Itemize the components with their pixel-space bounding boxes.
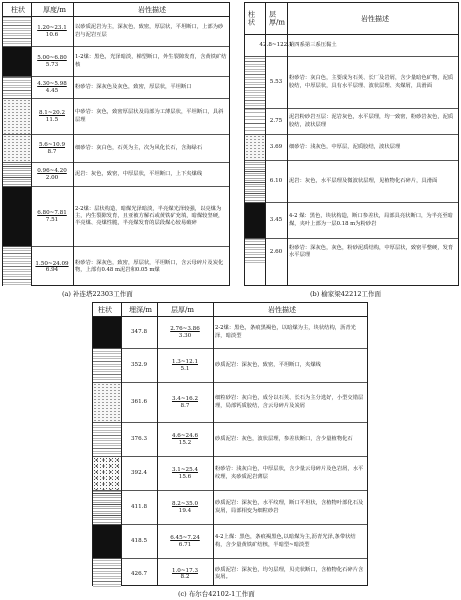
lithology-column-pattern xyxy=(3,77,31,98)
lithology-column-pattern xyxy=(3,187,31,246)
panel-a-row xyxy=(3,247,229,287)
panel-c-header-depth: 埋深/m xyxy=(129,305,152,314)
panel-a-row xyxy=(3,135,229,163)
lithology-description: 中砂岩：灰色，致密厚层状及局部为工薄层状，平坦断口，具斜层理 xyxy=(75,109,224,123)
lithology-description: 细砂岩：灰白色，石英为主，次为风化长石，含海绿石 xyxy=(75,144,203,151)
lithology-column-pattern xyxy=(93,457,121,490)
panel-a-body xyxy=(3,17,229,285)
panel-c-row xyxy=(93,317,367,349)
thickness-value xyxy=(31,77,73,98)
thickness-average: 3.30 xyxy=(178,332,192,339)
panel-a-header-lith: 柱状 xyxy=(11,5,25,14)
depth-value: 411.8 xyxy=(130,504,147,511)
depth-value: 418.5 xyxy=(130,538,147,545)
thickness-average: 7.51 xyxy=(45,216,59,223)
thickness-range: 2.76~3.86 xyxy=(170,326,200,333)
thickness-value xyxy=(265,135,287,160)
panel-b-row xyxy=(245,239,458,265)
thickness-range: 8.2~35.0 xyxy=(171,501,199,508)
thickness-range: 3.45 xyxy=(269,217,283,224)
panel-b-row xyxy=(245,57,458,109)
lithology-description: 细粒砂岩：灰白色，成分以石英、长石为主分选好，小型交错层理，局部钙质胶结，含云母碎片及炭屑 xyxy=(215,395,364,409)
thickness-average: 19.4 xyxy=(178,507,192,514)
panel-a-row xyxy=(3,77,229,99)
panel-a-row xyxy=(3,187,229,247)
panel-a-caption: (a) 补连塔22303工作面 xyxy=(62,290,133,298)
thickness-value xyxy=(157,349,213,382)
thickness-range: 3.69 xyxy=(269,144,283,151)
thickness-value xyxy=(31,99,73,134)
lithology-description: 1-2煤：黑色，光泽暗淡，梯型断口，外生裂隙发育，含黄铁矿结核 xyxy=(75,54,227,68)
panel-a-header-thick: 厚度/m xyxy=(43,5,66,14)
lithology-column-pattern xyxy=(245,203,265,238)
lithology-column-pattern xyxy=(3,47,31,76)
thickness-range: 0.96~4.20 xyxy=(37,168,67,175)
panel-b-table xyxy=(244,2,459,286)
panel-c-row xyxy=(93,383,367,423)
lithology-column-pattern xyxy=(245,57,265,108)
thickness-value xyxy=(259,35,293,56)
thickness-value xyxy=(31,247,73,287)
panel-c-body xyxy=(93,317,367,585)
depth-value: 426.7 xyxy=(130,570,147,577)
thickness-range: 6.80~7.81 xyxy=(37,210,67,217)
lithology-description: 4-2 煤：黑色，块状构造，断口参差状，局部具亮状断口，为半亮至暗煤，夹叶上部为一层0.18 m为粉砂岩 xyxy=(289,213,453,227)
lithology-column-pattern xyxy=(93,559,121,589)
thickness-value xyxy=(157,383,213,422)
panel-a-row xyxy=(3,99,229,135)
lithology-column-pattern xyxy=(3,17,31,46)
thickness-average: 10.6 xyxy=(45,31,59,38)
lithology-column-pattern xyxy=(3,99,31,134)
thickness-range: 6.10 xyxy=(269,178,283,185)
lithology-column-pattern xyxy=(3,247,31,287)
lithology-description: 泥岩：灰色，致密，中厚层状，平坦断口，上下夹煤线 xyxy=(75,170,203,177)
panel-a-header-desc: 岩性描述 xyxy=(138,5,166,14)
thickness-value xyxy=(31,163,73,186)
lithology-description: 砂质泥岩：深灰色，致密，平坦断口，夹煤线 xyxy=(215,361,321,368)
lithology-description: 第四系第三系压黏土 xyxy=(289,41,337,48)
thickness-range: 2.75 xyxy=(269,118,283,125)
thickness-range: 1.0~17.3 xyxy=(171,567,199,574)
thickness-value xyxy=(265,109,287,134)
thickness-value xyxy=(157,457,213,490)
thickness-average: 8.7 xyxy=(47,148,57,155)
thickness-range: 5.53 xyxy=(269,79,283,86)
panel-a-row xyxy=(3,17,229,47)
lithology-description: 泥岩：灰色，水平层理及微波状层理，见植物化石碎片，具滑面 xyxy=(289,177,438,184)
thickness-average: 8.7 xyxy=(180,402,190,409)
panel-c-table xyxy=(92,302,368,586)
panel-c-header-desc: 岩性描述 xyxy=(268,305,296,314)
panel-a-row xyxy=(3,47,229,77)
thickness-value xyxy=(157,317,213,348)
panel-c-header xyxy=(93,303,367,317)
depth-value: 361.6 xyxy=(130,399,147,406)
thickness-range: 8.1~20.2 xyxy=(38,110,66,117)
depth-value: 376.3 xyxy=(130,436,147,443)
thickness-value xyxy=(265,203,287,238)
panel-c-row xyxy=(93,491,367,525)
panel-b-row xyxy=(245,135,458,161)
thickness-average: 6.71 xyxy=(178,541,192,548)
thickness-range: 3.1~25.4 xyxy=(171,467,199,474)
thickness-value xyxy=(157,423,213,456)
panel-a-row xyxy=(3,163,229,187)
panel-b-header-lith: 柱状 xyxy=(248,10,255,27)
thickness-average: 5.1 xyxy=(180,365,190,372)
thickness-range: 4.6~24.6 xyxy=(171,433,199,440)
thickness-average: 5.73 xyxy=(45,61,59,68)
thickness-average: 6.94 xyxy=(45,267,59,273)
lithology-description: 以砂质泥岩为主，深灰色，致密，厚层状，平坦断口，上部为砂岩与泥岩互层 xyxy=(75,24,224,38)
depth-value: 347.8 xyxy=(130,329,147,336)
panel-c-header-thick: 层厚/m xyxy=(171,305,194,314)
lithology-column-pattern xyxy=(245,109,265,134)
panel-b-header-thick: 层厚/m xyxy=(269,10,285,27)
lithology-column-pattern xyxy=(3,163,31,186)
lithology-column-pattern xyxy=(3,135,31,162)
thickness-range: 6.45~7.24 xyxy=(170,535,200,542)
lithology-description: 2-2煤：层状构造，暗煤光泽暗淡，半亮煤光泽较强，以亮煤为主，内生裂隙发育，且亚被方解石或黄铁矿充填，暗煤较坚硬，半亮煤、亮煤性脆，半亮煤发育的层段煤心较易破碎 xyxy=(75,205,224,227)
thickness-value xyxy=(31,47,73,76)
panel-c-row xyxy=(93,525,367,559)
thickness-value xyxy=(157,525,213,558)
thickness-range: 4.30~5.98 xyxy=(37,81,67,88)
lithology-description: 粉砂岩：深灰色，致密，厚层状，平坦断口，含云母碎片及炭化物，上部有0.48 m泥岩和0.05 m煤 xyxy=(75,259,224,273)
thickness-value xyxy=(31,135,73,162)
thickness-value xyxy=(31,17,73,46)
thickness-average: 8.2 xyxy=(180,574,190,580)
lithology-column-pattern xyxy=(93,423,121,456)
panel-c-caption: (c) 布尔台42102-1工作面 xyxy=(178,590,255,598)
panel-c-row xyxy=(93,349,367,383)
thickness-range: 1.20~23.1 xyxy=(37,25,67,32)
thickness-range: 2.60 xyxy=(269,248,283,255)
panel-c-header-lith: 柱状 xyxy=(98,305,112,314)
panel-a-header xyxy=(3,3,229,17)
lithology-description: 砂质泥岩：深灰色，均匀层理，贝壳状断口，含植物化石碎片含炭屑。 xyxy=(215,566,364,580)
thickness-value xyxy=(265,161,287,202)
lithology-column-pattern xyxy=(245,239,265,265)
thickness-value xyxy=(157,559,213,589)
panel-c-row xyxy=(93,423,367,457)
panel-b-caption: (b) 榆家梁42212工作面 xyxy=(310,290,381,298)
panel-b-row xyxy=(245,109,458,135)
lithology-description: 砂质泥岩：深灰色，水平纹理，断口平坦状，含植物叶部化石及炭屑，局部相变为细粒砂岩 xyxy=(215,500,364,514)
lithology-description: 2-2煤：黑色，条痕黑褐色，以暗煤为主，块状结构，沥青光泽，暗淡型 xyxy=(215,325,356,339)
lithology-column-pattern xyxy=(93,525,121,558)
lithology-description: 粉砂岩：深灰色及灰色，致密，厚层状，平坦断口 xyxy=(75,83,192,90)
thickness-average: 15.2 xyxy=(178,439,192,446)
thickness-range: 5.00~6.80 xyxy=(37,55,67,62)
lithology-column-pattern xyxy=(93,383,121,422)
panel-b-body xyxy=(245,35,458,285)
thickness-average: 11.5 xyxy=(45,116,59,123)
thickness-range: 3.4~16.2 xyxy=(171,396,199,403)
lithology-column-pattern xyxy=(93,491,121,524)
thickness-value xyxy=(265,239,287,265)
lithology-column-pattern xyxy=(93,349,121,382)
lithology-description: 砂质泥岩：灰色，波状层理，参差状断口，含少量植物化石 xyxy=(215,435,353,442)
panel-c-row xyxy=(93,559,367,589)
lithology-description: 细砂岩：浅灰色，中厚层，泥质胶结，波状层理 xyxy=(289,143,401,150)
panel-b-row xyxy=(245,35,458,57)
lithology-description: 粉砂岩：深灰色，灰色，粉砂泥质结构，中厚层状，致密平整硬，发育水平层理 xyxy=(289,244,454,258)
panel-b-row xyxy=(245,203,458,239)
thickness-value xyxy=(31,187,73,246)
lithology-description: 粉砂岩：浅灰白色，中厚层状，含少量云母碎片及色岩屑，水平纹理，夹砂质泥岩薄层 xyxy=(215,466,364,480)
lithology-column-pattern xyxy=(245,161,265,202)
lithology-description: 泥岩粉砂岩互层：泥岩灰色，水平层理，均一致密，粉砂岩灰色，泥质胶结，波状层理 xyxy=(289,114,454,128)
thickness-average: 2.00 xyxy=(45,174,59,181)
thickness-average: 4.45 xyxy=(45,87,59,94)
thickness-average: 15.6 xyxy=(178,473,192,480)
thickness-range: 5.6~10.9 xyxy=(38,142,66,149)
panel-a-table xyxy=(2,2,230,286)
lithology-description: 4-2上煤：黑色，条痕褐黑色,以暗煤为主,沥青光泽,条带状结构，含少量黄铁矿结核，半暗型~暗淡型 xyxy=(215,534,356,548)
lithology-description: 粉砂岩：灰白色，主要成为石英、长厂及岩屑，含少量暗色矿物，泥质胶结，中厚层状，具有水平层理、波状层理、夹煤屑，具滑面 xyxy=(289,75,454,89)
depth-value: 352.9 xyxy=(130,362,147,369)
thickness-range: 1.50~24.09 xyxy=(35,260,69,267)
panel-b-header-desc: 岩性描述 xyxy=(361,14,389,23)
lithology-column-pattern xyxy=(245,135,265,160)
lithology-column-pattern xyxy=(93,317,121,348)
panel-b-row xyxy=(245,161,458,203)
thickness-value xyxy=(157,491,213,524)
thickness-range: 1.3~12.1 xyxy=(171,359,199,366)
thickness-range: 42.8~122.1 xyxy=(259,42,293,49)
thickness-value xyxy=(265,57,287,108)
panel-c-row xyxy=(93,457,367,491)
depth-value: 392.4 xyxy=(130,470,147,477)
panel-b-header xyxy=(245,3,458,35)
